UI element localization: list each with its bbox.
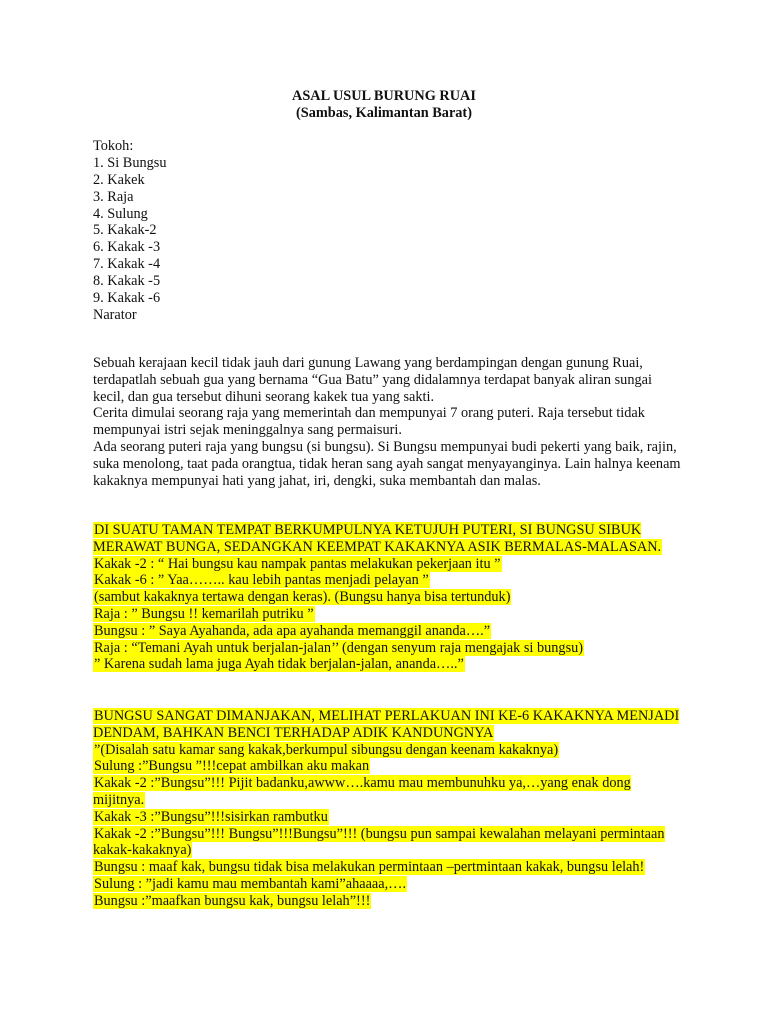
dialogue-line xyxy=(93,640,681,657)
dialogue-line xyxy=(93,623,681,640)
dialogue-line xyxy=(93,656,681,673)
dialogue-line xyxy=(93,742,681,759)
title-block xyxy=(0,88,768,122)
highlighted-text: Kakak -6 : ” Yaa…….. kau lebih pantas menjadi pelayan ” xyxy=(94,572,429,589)
highlighted-text: Bungsu :”maafkan bungsu kak, bungsu lelah”!!! xyxy=(94,892,371,909)
highlighted-text: Sulung : ”jadi kamu mau membantah kami”ahaaaa,…. xyxy=(94,875,407,892)
highlighted-text: ”(Disalah satu kamar sang kakak,berkumpul sibungsu dengan keenam kakaknya) xyxy=(94,741,559,758)
cast-item: 5. Kakak-2 xyxy=(93,222,157,239)
cast-item: 9. Kakak -6 xyxy=(93,290,161,307)
cast-list xyxy=(93,138,713,324)
cast-item: Narator xyxy=(93,306,137,323)
dialogue-line xyxy=(93,606,681,623)
cast-item: 7. Kakak -4 xyxy=(93,256,161,273)
cast-item: 2. Kakek xyxy=(93,171,145,188)
scene-2 xyxy=(93,708,681,910)
scene-1 xyxy=(93,522,681,673)
story-paragraph: Cerita dimulai seorang raja yang memerintah dan mempunyai 7 orang puteri. Raja tersebut tidak mempunyai istri sejak meninggalnya sang permaisuri. xyxy=(93,405,645,439)
highlighted-text: Sulung :”Bungsu ”!!!cepat ambilkan aku makan xyxy=(94,758,370,775)
cast-item: 6. Kakak -3 xyxy=(93,239,161,256)
highlighted-text: Kakak -2 :”Bungsu”!!! Bungsu”!!!Bungsu”!!! (bungsu pun sampai kewalahan melayani permintaan kakak-kakaknya) xyxy=(93,825,665,859)
dialogue-line xyxy=(93,556,681,573)
highlighted-text: ” Karena sudah lama juga Ayah tidak berjalan-jalan, ananda…..” xyxy=(94,656,464,673)
dialogue-line xyxy=(93,826,681,860)
highlighted-text: Raja : ” Bungsu !! kemarilah putriku ” xyxy=(94,605,314,622)
story-paragraph: Ada seorang puteri raja yang bungsu (si bungsu). Si Bungsu mempunyai budi pekerti yang baik, rajin, suka menolong, taat pada orangtua, tidak heran sang ayah sangat menyayanginya. Lain halnya keenam kakaknya mempunyai hati yang jahat, iri, dengki, suka membantah dan malas. xyxy=(93,438,681,489)
story-paragraph: Sebuah kerajaan kecil tidak jauh dari gunung Lawang yang berdampingan dengan gunung Ruai, terdapatlah sebuah gua yang bernama “Gua Batu” yang didalamnya terdapat banyak aliran sungai kecil, dan gua tersebut dihuni seorang kakek tua yang sakti. xyxy=(93,355,652,405)
scene-heading xyxy=(93,522,681,556)
dialogue-line xyxy=(93,572,681,589)
highlighted-text: Bungsu : ” Saya Ayahanda, ada apa ayahanda memanggil ananda….” xyxy=(94,622,491,639)
highlighted-text: (sambut kakaknya tertawa dengan keras). (Bungsu hanya bisa tertunduk) xyxy=(94,589,511,606)
cast-item: 4. Sulung xyxy=(93,205,148,222)
highlighted-text: Kakak -2 :”Bungsu”!!! Pijit badanku,awww….kamu mau membunuhku ya,…yang enak dong mijitnya. xyxy=(93,775,631,808)
highlighted-text: Kakak -3 :”Bungsu”!!!sisirkan rambutku xyxy=(94,808,328,825)
dialogue-line xyxy=(93,893,681,910)
cast-item: 8. Kakak -5 xyxy=(93,273,161,290)
dialogue-line xyxy=(93,775,681,809)
dialogue-line xyxy=(93,876,681,893)
dialogue-line xyxy=(93,859,681,876)
highlighted-text: Raja : “Temani Ayah untuk berjalan-jalan’’ (dengan senyum raja mengajak si bungsu) xyxy=(94,639,584,656)
dialogue-line xyxy=(93,589,681,606)
cast-item: 3. Raja xyxy=(93,188,134,205)
cast-item: 1. Si Bungsu xyxy=(93,154,167,171)
cast-heading: Tokoh: xyxy=(93,138,134,154)
scene-heading xyxy=(93,708,681,742)
document-subtitle: (Sambas, Kalimantan Barat) xyxy=(296,105,472,121)
story-intro xyxy=(93,355,681,489)
highlighted-text: Kakak -2 : “ Hai bungsu kau nampak pantas melakukan pekerjaan itu ” xyxy=(94,555,501,572)
document-title: ASAL USUL BURUNG RUAI xyxy=(292,88,476,104)
dialogue-line xyxy=(93,758,681,775)
highlighted-text: BUNGSU SANGAT DIMANJAKAN, MELIHAT PERLAKUAN INI KE-6 KAKAKNYA MENJADI DENDAM, BAHKAN BENCI TERHADAP ADIK KANDUNGNYA xyxy=(93,708,680,741)
highlighted-text: Bungsu : maaf kak, bungsu tidak bisa melakukan permintaan –pertmintaan kakak, bungsu lelah! xyxy=(94,859,645,876)
highlighted-text: DI SUATU TAMAN TEMPAT BERKUMPULNYA KETUJUH PUTERI, SI BUNGSU SIBUK MERAWAT BUNGA, SEDANGKAN KEEMPAT KAKAKNYA ASIK BERMALAS-MALASAN. xyxy=(93,522,662,555)
dialogue-line xyxy=(93,809,681,826)
